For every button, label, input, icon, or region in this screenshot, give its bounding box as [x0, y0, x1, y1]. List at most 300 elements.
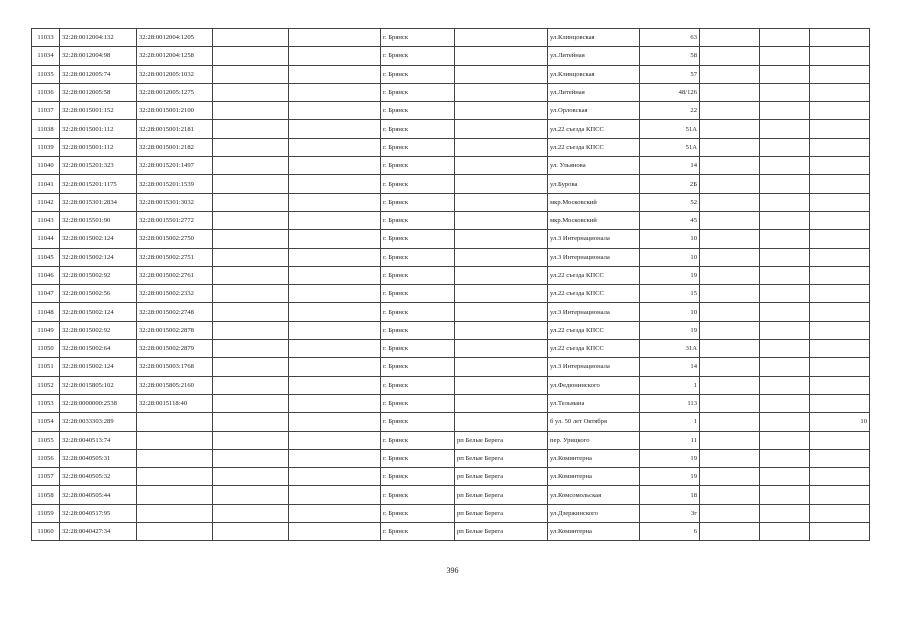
- settlement-cell: [455, 120, 548, 138]
- blank-col-b-cell: [289, 47, 381, 65]
- table-row: [32, 413, 870, 431]
- extra-value-cell: 10: [810, 413, 870, 431]
- settlement-cell: [455, 47, 548, 65]
- city-cell: г. Брянск: [381, 29, 455, 47]
- street-cell: ул.Федюнинского: [548, 376, 640, 394]
- blank-col-c-cell: [700, 211, 760, 229]
- city-cell: г. Брянск: [381, 102, 455, 120]
- row-number-cell: 11040: [32, 157, 60, 175]
- city-cell: г. Брянск: [381, 285, 455, 303]
- cadastral-number-cell: 32:28:0040517:95: [60, 504, 137, 522]
- blank-col-d-cell: [760, 413, 810, 431]
- table-row: [32, 211, 870, 229]
- cadastral-number-cell: 32:28:0015201:1175: [60, 175, 137, 193]
- extra-value-cell: [810, 29, 870, 47]
- building-cadastral-number-cell: 32:28:0015002:2332: [137, 285, 213, 303]
- house-number-cell: 10: [640, 248, 700, 266]
- settlement-cell: рп Белые Берега: [455, 486, 548, 504]
- table-row: [32, 29, 870, 47]
- house-number-cell: 22: [640, 102, 700, 120]
- blank-col-c-cell: [700, 504, 760, 522]
- cadastral-number-cell: 32:28:0040505:31: [60, 449, 137, 467]
- settlement-cell: [455, 376, 548, 394]
- house-number-cell: 2Б: [640, 175, 700, 193]
- house-number-cell: 48/126: [640, 83, 700, 101]
- settlement-cell: [455, 83, 548, 101]
- blank-col-a-cell: [213, 285, 289, 303]
- blank-col-d-cell: [760, 394, 810, 412]
- building-cadastral-number-cell: 32:28:0015002:2748: [137, 303, 213, 321]
- row-number-cell: 11047: [32, 285, 60, 303]
- cadastral-number-cell: 32:28:0040505:44: [60, 486, 137, 504]
- city-cell: г. Брянск: [381, 157, 455, 175]
- blank-col-d-cell: [760, 83, 810, 101]
- blank-col-d-cell: [760, 449, 810, 467]
- extra-value-cell: [810, 486, 870, 504]
- blank-col-b-cell: [289, 248, 381, 266]
- table-row: [32, 504, 870, 522]
- cadastral-number-cell: 32:28:0040505:32: [60, 468, 137, 486]
- city-cell: г. Брянск: [381, 248, 455, 266]
- street-cell: б ул. 50 лет Октября: [548, 413, 640, 431]
- blank-col-a-cell: [213, 193, 289, 211]
- extra-value-cell: [810, 321, 870, 339]
- city-cell: г. Брянск: [381, 431, 455, 449]
- street-cell: ул.Тельмана: [548, 394, 640, 412]
- row-number-cell: 11053: [32, 394, 60, 412]
- blank-col-b-cell: [289, 157, 381, 175]
- cadastral-number-cell: 32:28:0015002:124: [60, 358, 137, 376]
- blank-col-b-cell: [289, 413, 381, 431]
- city-cell: г. Брянск: [381, 504, 455, 522]
- city-cell: г. Брянск: [381, 468, 455, 486]
- blank-col-a-cell: [213, 230, 289, 248]
- building-cadastral-number-cell: 32:28:0015001:2182: [137, 138, 213, 156]
- blank-col-c-cell: [700, 431, 760, 449]
- cadastral-number-cell: 32:28:0000000:2538: [60, 394, 137, 412]
- blank-col-b-cell: [289, 120, 381, 138]
- settlement-cell: [455, 29, 548, 47]
- table-row: [32, 157, 870, 175]
- street-cell: ул.3 Интернационала: [548, 358, 640, 376]
- row-number-cell: 11060: [32, 523, 60, 541]
- street-cell: пер. Урицкого: [548, 431, 640, 449]
- house-number-cell: 58: [640, 47, 700, 65]
- cadastral-number-cell: 32:28:0012004:132: [60, 29, 137, 47]
- row-number-cell: 11056: [32, 449, 60, 467]
- blank-col-c-cell: [700, 248, 760, 266]
- row-number-cell: 11046: [32, 266, 60, 284]
- blank-col-b-cell: [289, 138, 381, 156]
- cadastral-number-cell: 32:28:0015002:64: [60, 340, 137, 358]
- settlement-cell: рп Белые Берега: [455, 431, 548, 449]
- house-number-cell: 3г: [640, 504, 700, 522]
- settlement-cell: [455, 102, 548, 120]
- building-cadastral-number-cell: 32:28:0015201:1539: [137, 175, 213, 193]
- city-cell: г. Брянск: [381, 65, 455, 83]
- table-row: [32, 47, 870, 65]
- blank-col-d-cell: [760, 266, 810, 284]
- street-cell: ул.3 Интернационала: [548, 248, 640, 266]
- blank-col-c-cell: [700, 102, 760, 120]
- city-cell: г. Брянск: [381, 303, 455, 321]
- settlement-cell: рп Белые Берега: [455, 468, 548, 486]
- settlement-cell: рп Белые Берега: [455, 504, 548, 522]
- blank-col-b-cell: [289, 230, 381, 248]
- table-row: [32, 486, 870, 504]
- city-cell: г. Брянск: [381, 413, 455, 431]
- blank-col-d-cell: [760, 523, 810, 541]
- settlement-cell: [455, 157, 548, 175]
- building-cadastral-number-cell: 32:28:0015003:1768: [137, 358, 213, 376]
- street-cell: ул.Клинцовская: [548, 65, 640, 83]
- blank-col-d-cell: [760, 175, 810, 193]
- blank-col-a-cell: [213, 157, 289, 175]
- blank-col-c-cell: [700, 449, 760, 467]
- blank-col-a-cell: [213, 394, 289, 412]
- building-cadastral-number-cell: [137, 486, 213, 504]
- row-number-cell: 11055: [32, 431, 60, 449]
- row-number-cell: 11048: [32, 303, 60, 321]
- building-cadastral-number-cell: 32:28:0015002:2750: [137, 230, 213, 248]
- blank-col-c-cell: [700, 266, 760, 284]
- blank-col-c-cell: [700, 157, 760, 175]
- building-cadastral-number-cell: [137, 523, 213, 541]
- blank-col-a-cell: [213, 358, 289, 376]
- extra-value-cell: [810, 340, 870, 358]
- house-number-cell: 51А: [640, 138, 700, 156]
- blank-col-a-cell: [213, 413, 289, 431]
- table-row: [32, 266, 870, 284]
- city-cell: г. Брянск: [381, 211, 455, 229]
- blank-col-a-cell: [213, 340, 289, 358]
- blank-col-a-cell: [213, 376, 289, 394]
- house-number-cell: 19: [640, 321, 700, 339]
- table-row: [32, 376, 870, 394]
- table-row: [32, 120, 870, 138]
- table-row: [32, 321, 870, 339]
- cadastral-number-cell: 32:28:0012005:74: [60, 65, 137, 83]
- building-cadastral-number-cell: 32:28:0012004:1205: [137, 29, 213, 47]
- house-number-cell: 1: [640, 376, 700, 394]
- cadastral-number-cell: 32:28:0015002:92: [60, 266, 137, 284]
- city-cell: г. Брянск: [381, 486, 455, 504]
- city-cell: г. Брянск: [381, 266, 455, 284]
- street-cell: ул.3 Интернационала: [548, 230, 640, 248]
- street-cell: ул. Ульянова: [548, 157, 640, 175]
- blank-col-c-cell: [700, 321, 760, 339]
- blank-col-b-cell: [289, 285, 381, 303]
- street-cell: ул.Дзержинского: [548, 504, 640, 522]
- row-number-cell: 11050: [32, 340, 60, 358]
- blank-col-b-cell: [289, 358, 381, 376]
- blank-col-c-cell: [700, 193, 760, 211]
- blank-col-c-cell: [700, 175, 760, 193]
- blank-col-b-cell: [289, 193, 381, 211]
- blank-col-b-cell: [289, 29, 381, 47]
- blank-col-b-cell: [289, 486, 381, 504]
- extra-value-cell: [810, 102, 870, 120]
- settlement-cell: [455, 413, 548, 431]
- extra-value-cell: [810, 65, 870, 83]
- building-cadastral-number-cell: 32:28:0015002:2751: [137, 248, 213, 266]
- table-row: [32, 340, 870, 358]
- table-row: [32, 193, 870, 211]
- row-number-cell: 11057: [32, 468, 60, 486]
- street-cell: ул.22 съезда КПСС: [548, 285, 640, 303]
- blank-col-a-cell: [213, 303, 289, 321]
- table-row: [32, 248, 870, 266]
- cadastral-number-cell: 32:28:0015002:124: [60, 248, 137, 266]
- extra-value-cell: [810, 83, 870, 101]
- table-row: [32, 394, 870, 412]
- settlement-cell: [455, 175, 548, 193]
- cadastral-number-cell: 32:28:0015301:2834: [60, 193, 137, 211]
- house-number-cell: 113: [640, 394, 700, 412]
- house-number-cell: 45: [640, 211, 700, 229]
- blank-col-b-cell: [289, 65, 381, 83]
- blank-col-c-cell: [700, 303, 760, 321]
- building-cadastral-number-cell: [137, 468, 213, 486]
- building-cadastral-number-cell: 32:28:0012005:1275: [137, 83, 213, 101]
- blank-col-c-cell: [700, 468, 760, 486]
- house-number-cell: 10: [640, 230, 700, 248]
- building-cadastral-number-cell: 32:28:0015201:1497: [137, 157, 213, 175]
- row-number-cell: 11034: [32, 47, 60, 65]
- extra-value-cell: [810, 449, 870, 467]
- cadastral-number-cell: 32:28:0040513:74: [60, 431, 137, 449]
- table-row: [32, 83, 870, 101]
- blank-col-c-cell: [700, 65, 760, 83]
- house-number-cell: 18: [640, 486, 700, 504]
- blank-col-b-cell: [289, 468, 381, 486]
- blank-col-d-cell: [760, 138, 810, 156]
- extra-value-cell: [810, 175, 870, 193]
- blank-col-b-cell: [289, 376, 381, 394]
- house-number-cell: 19: [640, 449, 700, 467]
- table-row: [32, 449, 870, 467]
- blank-col-b-cell: [289, 83, 381, 101]
- cadastral-number-cell: 32:28:0015002:92: [60, 321, 137, 339]
- blank-col-d-cell: [760, 376, 810, 394]
- house-number-cell: 52: [640, 193, 700, 211]
- settlement-cell: рп Белые Берега: [455, 449, 548, 467]
- city-cell: г. Брянск: [381, 394, 455, 412]
- blank-col-b-cell: [289, 175, 381, 193]
- blank-col-d-cell: [760, 486, 810, 504]
- row-number-cell: 11037: [32, 102, 60, 120]
- extra-value-cell: [810, 230, 870, 248]
- street-cell: ул.22 съезда КПСС: [548, 321, 640, 339]
- building-cadastral-number-cell: 32:28:0015301:3032: [137, 193, 213, 211]
- settlement-cell: рп Белые Берега: [455, 523, 548, 541]
- house-number-cell: 11: [640, 431, 700, 449]
- blank-col-d-cell: [760, 230, 810, 248]
- blank-col-d-cell: [760, 193, 810, 211]
- cadastral-number-cell: 32:28:0012004:98: [60, 47, 137, 65]
- city-cell: г. Брянск: [381, 175, 455, 193]
- blank-col-a-cell: [213, 65, 289, 83]
- house-number-cell: 14: [640, 358, 700, 376]
- blank-col-d-cell: [760, 248, 810, 266]
- page-number: 396: [446, 566, 459, 575]
- house-number-cell: 14: [640, 157, 700, 175]
- extra-value-cell: [810, 504, 870, 522]
- blank-col-b-cell: [289, 102, 381, 120]
- settlement-cell: [455, 321, 548, 339]
- building-cadastral-number-cell: 32:28:0015002:2879: [137, 340, 213, 358]
- house-number-cell: 10: [640, 303, 700, 321]
- cadastral-number-cell: 32:28:0015501:90: [60, 211, 137, 229]
- extra-value-cell: [810, 47, 870, 65]
- cadastral-number-cell: 32:28:0040427:34: [60, 523, 137, 541]
- street-cell: мкр.Московский: [548, 193, 640, 211]
- blank-col-c-cell: [700, 138, 760, 156]
- blank-col-a-cell: [213, 211, 289, 229]
- blank-col-b-cell: [289, 303, 381, 321]
- street-cell: мкр.Московский: [548, 211, 640, 229]
- blank-col-a-cell: [213, 102, 289, 120]
- extra-value-cell: [810, 248, 870, 266]
- blank-col-c-cell: [700, 394, 760, 412]
- street-cell: ул.22 съезда КПСС: [548, 120, 640, 138]
- building-cadastral-number-cell: 32:28:0015501:2772: [137, 211, 213, 229]
- cadastral-number-cell: 32:28:0015201:323: [60, 157, 137, 175]
- extra-value-cell: [810, 303, 870, 321]
- house-number-cell: 63: [640, 29, 700, 47]
- street-cell: ул.Клинцовская: [548, 29, 640, 47]
- blank-col-c-cell: [700, 486, 760, 504]
- blank-col-c-cell: [700, 523, 760, 541]
- row-number-cell: 11045: [32, 248, 60, 266]
- extra-value-cell: [810, 266, 870, 284]
- blank-col-d-cell: [760, 102, 810, 120]
- blank-col-a-cell: [213, 266, 289, 284]
- building-cadastral-number-cell: [137, 504, 213, 522]
- city-cell: г. Брянск: [381, 376, 455, 394]
- blank-col-b-cell: [289, 211, 381, 229]
- extra-value-cell: [810, 138, 870, 156]
- row-number-cell: 11049: [32, 321, 60, 339]
- settlement-cell: [455, 230, 548, 248]
- street-cell: ул.Коминтерна: [548, 449, 640, 467]
- blank-col-d-cell: [760, 65, 810, 83]
- records-table: [31, 28, 870, 541]
- settlement-cell: [455, 303, 548, 321]
- blank-col-b-cell: [289, 504, 381, 522]
- house-number-cell: 31А: [640, 340, 700, 358]
- blank-col-d-cell: [760, 211, 810, 229]
- blank-col-d-cell: [760, 157, 810, 175]
- blank-col-d-cell: [760, 47, 810, 65]
- table-row: [32, 102, 870, 120]
- extra-value-cell: [810, 211, 870, 229]
- settlement-cell: [455, 394, 548, 412]
- house-number-cell: 15: [640, 285, 700, 303]
- house-number-cell: 51А: [640, 120, 700, 138]
- blank-col-c-cell: [700, 358, 760, 376]
- row-number-cell: 11042: [32, 193, 60, 211]
- table-row: [32, 138, 870, 156]
- settlement-cell: [455, 285, 548, 303]
- settlement-cell: [455, 266, 548, 284]
- table-row: [32, 303, 870, 321]
- row-number-cell: 11038: [32, 120, 60, 138]
- extra-value-cell: [810, 468, 870, 486]
- blank-col-c-cell: [700, 83, 760, 101]
- house-number-cell: 1: [640, 413, 700, 431]
- blank-col-d-cell: [760, 468, 810, 486]
- blank-col-c-cell: [700, 230, 760, 248]
- extra-value-cell: [810, 285, 870, 303]
- building-cadastral-number-cell: 32:28:0015001:2181: [137, 120, 213, 138]
- building-cadastral-number-cell: 32:28:0015002:2878: [137, 321, 213, 339]
- table-row: [32, 285, 870, 303]
- blank-col-a-cell: [213, 504, 289, 522]
- cadastral-number-cell: 32:28:0015002:124: [60, 230, 137, 248]
- city-cell: г. Брянск: [381, 321, 455, 339]
- row-number-cell: 11044: [32, 230, 60, 248]
- row-number-cell: 11041: [32, 175, 60, 193]
- cadastral-number-cell: 32:28:0015002:124: [60, 303, 137, 321]
- settlement-cell: [455, 340, 548, 358]
- blank-col-a-cell: [213, 486, 289, 504]
- blank-col-b-cell: [289, 394, 381, 412]
- street-cell: ул.Литейная: [548, 83, 640, 101]
- building-cadastral-number-cell: 32:28:0015002:2761: [137, 266, 213, 284]
- extra-value-cell: [810, 431, 870, 449]
- row-number-cell: 11035: [32, 65, 60, 83]
- city-cell: г. Брянск: [381, 193, 455, 211]
- extra-value-cell: [810, 193, 870, 211]
- table-row: [32, 523, 870, 541]
- city-cell: г. Брянск: [381, 449, 455, 467]
- extra-value-cell: [810, 376, 870, 394]
- building-cadastral-number-cell: 32:28:0012004:1258: [137, 47, 213, 65]
- building-cadastral-number-cell: [137, 449, 213, 467]
- row-number-cell: 11059: [32, 504, 60, 522]
- blank-col-b-cell: [289, 266, 381, 284]
- blank-col-c-cell: [700, 285, 760, 303]
- table-body: [32, 29, 870, 541]
- table-row: [32, 468, 870, 486]
- row-number-cell: 11058: [32, 486, 60, 504]
- blank-col-c-cell: [700, 47, 760, 65]
- blank-col-a-cell: [213, 431, 289, 449]
- cadastral-number-cell: 32:28:0015001:112: [60, 120, 137, 138]
- blank-col-d-cell: [760, 285, 810, 303]
- row-number-cell: 11039: [32, 138, 60, 156]
- extra-value-cell: [810, 120, 870, 138]
- building-cadastral-number-cell: [137, 413, 213, 431]
- settlement-cell: [455, 248, 548, 266]
- extra-value-cell: [810, 157, 870, 175]
- cadastral-number-cell: 32:28:0012005:58: [60, 83, 137, 101]
- blank-col-d-cell: [760, 321, 810, 339]
- blank-col-a-cell: [213, 138, 289, 156]
- blank-col-d-cell: [760, 120, 810, 138]
- blank-col-a-cell: [213, 47, 289, 65]
- street-cell: ул.22 съезда КПСС: [548, 138, 640, 156]
- building-cadastral-number-cell: [137, 431, 213, 449]
- street-cell: ул.Орловская: [548, 102, 640, 120]
- blank-col-b-cell: [289, 449, 381, 467]
- blank-col-a-cell: [213, 321, 289, 339]
- table-row: [32, 230, 870, 248]
- blank-col-c-cell: [700, 376, 760, 394]
- cadastral-number-cell: 32:28:0033303:289: [60, 413, 137, 431]
- blank-col-a-cell: [213, 523, 289, 541]
